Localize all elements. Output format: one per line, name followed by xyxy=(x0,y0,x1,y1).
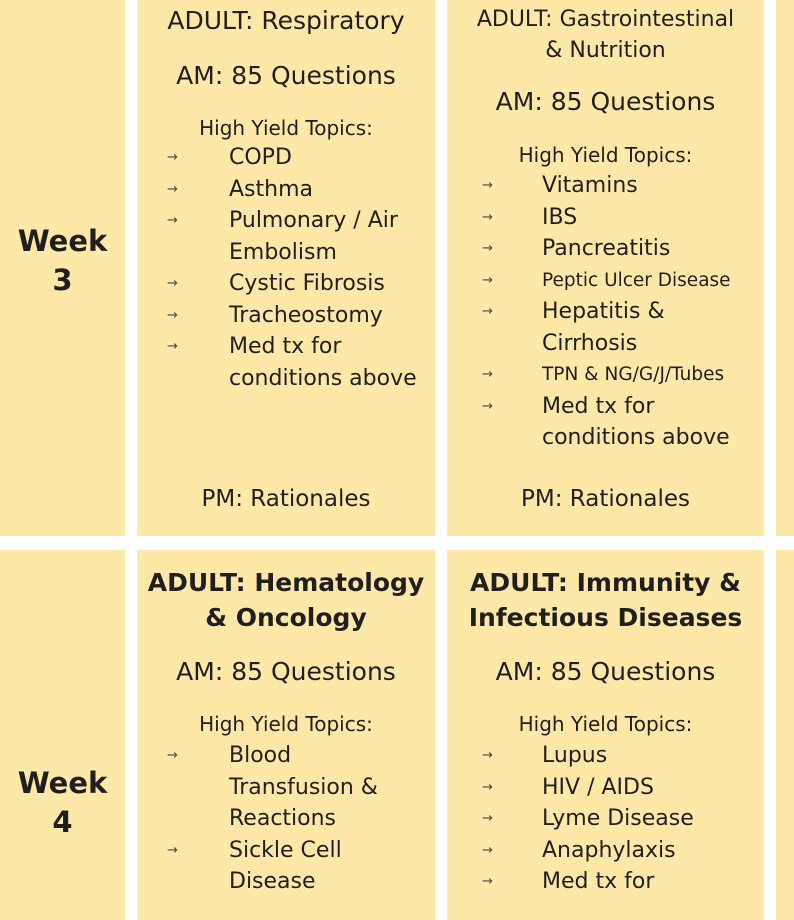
cell-title-line-1: ADULT: Hematology xyxy=(147,568,425,597)
topic-item: → Anaphylaxis xyxy=(482,835,694,867)
arrow-icon: → xyxy=(482,779,493,795)
immunity-infectious-cell xyxy=(447,550,764,920)
topic-list xyxy=(482,170,731,454)
topic-item: → HIV / AIDS xyxy=(482,772,694,804)
cell-title-line-1: ADULT: Gastrointestinal xyxy=(476,7,735,32)
arrow-icon: → xyxy=(482,178,493,193)
topic-item: → Med tx for conditions above xyxy=(167,331,417,394)
week-number: 4 xyxy=(52,805,73,839)
partial-column-cell xyxy=(776,0,794,536)
topic-item: → TPN & NG/G/J/Tubes xyxy=(482,359,731,391)
week-3-cell xyxy=(0,0,125,536)
high-yield-label: High Yield Topics: xyxy=(518,143,693,167)
am-questions: AM: 85 Questions xyxy=(176,61,396,90)
arrow-icon: → xyxy=(167,150,178,165)
topic-item: → Pancreatitis xyxy=(482,233,731,265)
arrow-icon: → xyxy=(482,304,493,319)
topic-list xyxy=(482,740,694,898)
arrow-icon: → xyxy=(482,398,493,414)
week-3-label xyxy=(0,222,125,300)
arrow-icon: → xyxy=(167,181,178,197)
cell-title-line-2: Infectious Diseases xyxy=(468,603,743,632)
cell-title: ADULT: Respiratory xyxy=(167,6,405,35)
partial-column-cell xyxy=(776,550,794,920)
high-yield-label: High Yield Topics: xyxy=(199,116,373,140)
am-questions: AM: 85 Questions xyxy=(495,87,716,116)
week-word: Week xyxy=(17,766,108,800)
topic-item: → COPD xyxy=(167,142,417,174)
pm-rationales: PM: Rationales xyxy=(201,486,371,512)
week-number: 3 xyxy=(52,263,73,297)
topic-item: → Pulmonary / Air Embolism xyxy=(167,205,417,268)
topic-item: → IBS xyxy=(482,202,731,234)
topic-list xyxy=(167,142,417,394)
arrow-icon: → xyxy=(167,748,178,763)
week-word: Week xyxy=(17,224,108,258)
arrow-icon: → xyxy=(167,842,178,858)
topic-item: → Tracheostomy xyxy=(167,300,417,332)
topic-item: → Blood Transfusion & Reactions xyxy=(167,740,378,835)
arrow-icon: → xyxy=(167,213,178,228)
am-questions: AM: 85 Questions xyxy=(495,657,716,686)
topic-list xyxy=(167,740,378,898)
high-yield-label: High Yield Topics: xyxy=(518,712,693,736)
cell-title-line-1: ADULT: Immunity & xyxy=(470,568,741,597)
topic-item: → Vitamins xyxy=(482,170,731,202)
arrow-icon: → xyxy=(482,842,493,858)
arrow-icon: → xyxy=(167,307,178,323)
arrow-icon: → xyxy=(482,811,493,826)
am-questions: AM: 85 Questions xyxy=(176,657,396,686)
week-4-cell xyxy=(0,550,125,920)
cell-title-line-2: & Nutrition xyxy=(545,38,666,63)
gastrointestinal-cell xyxy=(447,0,764,536)
topic-item: → Peptic Ulcer Disease xyxy=(482,265,731,297)
arrow-icon: → xyxy=(482,748,493,763)
topic-item: → Asthma xyxy=(167,174,417,206)
hematology-oncology-cell xyxy=(137,550,435,920)
topic-item: → Lyme Disease xyxy=(482,803,694,835)
arrow-icon: → xyxy=(482,272,493,288)
week-4-label xyxy=(0,764,125,842)
cell-title-line-2: & Oncology xyxy=(205,603,367,632)
topic-item: → Hepatitis & Cirrhosis xyxy=(482,296,731,359)
topic-item: → Med tx for conditions above xyxy=(482,391,731,454)
respiratory-cell xyxy=(137,0,435,536)
topic-item: → Sickle Cell Disease xyxy=(167,835,378,898)
arrow-icon: → xyxy=(167,276,178,291)
arrow-icon: → xyxy=(482,241,493,256)
arrow-icon: → xyxy=(482,209,493,225)
topic-item: → Med tx for xyxy=(482,866,694,898)
topic-item: → Cystic Fibrosis xyxy=(167,268,417,300)
arrow-icon: → xyxy=(167,339,178,354)
pm-rationales: PM: Rationales xyxy=(520,486,691,512)
arrow-icon: → xyxy=(482,367,493,382)
arrow-icon: → xyxy=(482,874,493,889)
topic-item: → Lupus xyxy=(482,740,694,772)
high-yield-label: High Yield Topics: xyxy=(199,712,373,736)
